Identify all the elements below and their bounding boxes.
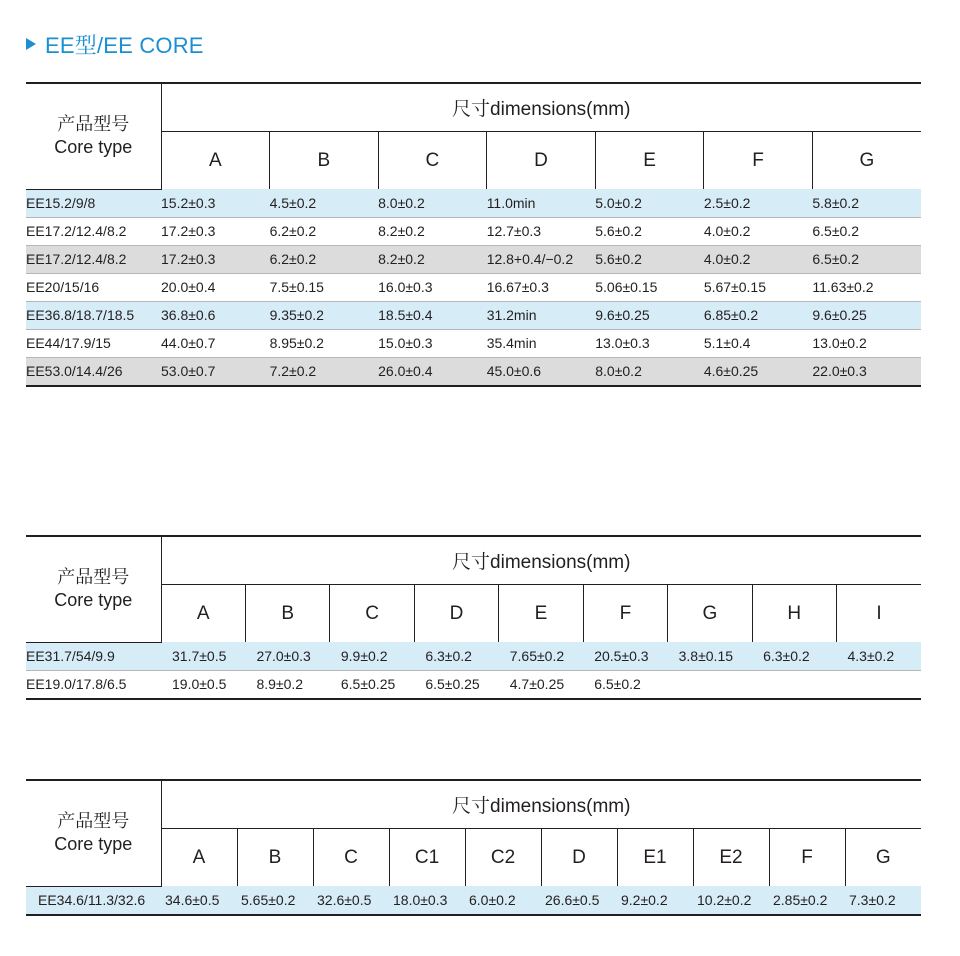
column-header-g: G: [845, 829, 921, 887]
dimension-cell: 53.0±0.7: [161, 357, 270, 386]
dimension-cell: 3.8±0.15: [668, 642, 752, 670]
dimension-cell: 6.3±0.2: [414, 642, 498, 670]
column-header-h: H: [752, 585, 836, 643]
column-header-c: C: [313, 829, 389, 887]
column-header-c1: C1: [389, 829, 465, 887]
core-model-cell: EE31.7/54/9.9: [26, 642, 161, 670]
dimension-cell: 6.2±0.2: [270, 245, 379, 273]
table-row: [26, 329, 921, 357]
dimension-cell: 8.2±0.2: [378, 217, 487, 245]
table-row: [26, 273, 921, 301]
dimension-cell: 26.0±0.4: [378, 357, 487, 386]
core-type-en: Core type: [54, 834, 133, 855]
column-header-e: E: [595, 132, 704, 190]
table-row: [26, 217, 921, 245]
column-header-g: G: [668, 585, 752, 643]
dimension-cell: 6.3±0.2: [752, 642, 836, 670]
dimension-cell: 8.95±0.2: [270, 329, 379, 357]
core-type-cn: 产品型号: [57, 567, 130, 588]
column-header-f: F: [769, 829, 845, 887]
dimension-cell: 45.0±0.6: [487, 357, 596, 386]
dimension-cell: 11.0min: [487, 189, 596, 217]
dimension-cell: 2.5±0.2: [704, 189, 813, 217]
core-model-cell: EE44/17.9/15: [26, 329, 161, 357]
dimension-cell: 4.0±0.2: [704, 217, 813, 245]
dimension-cell: 4.5±0.2: [270, 189, 379, 217]
dimension-cell: 32.6±0.5: [313, 886, 389, 915]
dimension-cell: 8.0±0.2: [378, 189, 487, 217]
core-type-cn: 产品型号: [57, 114, 130, 135]
column-header-f: F: [583, 585, 667, 643]
dimension-cell: 5.8±0.2: [812, 189, 921, 217]
dimension-cell: 17.2±0.3: [161, 245, 270, 273]
dimension-cell: 4.3±0.2: [837, 642, 922, 670]
dimension-cell: 5.6±0.2: [595, 217, 704, 245]
core-model-cell: EE20/15/16: [26, 273, 161, 301]
column-header-a: A: [208, 149, 222, 171]
dimension-cell: 6.5±0.2: [812, 217, 921, 245]
column-header-d: D: [414, 585, 498, 643]
dimension-cell: 15.2±0.3: [161, 189, 270, 217]
dimension-cell: 27.0±0.3: [245, 642, 329, 670]
column-header-b: B: [237, 829, 313, 887]
dimension-cell: 6.5±0.2: [812, 245, 921, 273]
dimension-cell: 44.0±0.7: [161, 329, 270, 357]
column-header-b: B: [245, 585, 329, 643]
triangle-bullet-icon: [26, 38, 36, 50]
spec-table-3: [26, 779, 921, 916]
dimension-cell: 31.7±0.5: [161, 642, 245, 670]
column-header-b: B: [270, 132, 379, 190]
core-model-cell: EE53.0/14.4/26: [26, 357, 161, 386]
dimension-cell: 6.5±0.25: [414, 670, 498, 699]
table-row: [26, 189, 921, 217]
dimension-cell: 18.0±0.3: [389, 886, 465, 915]
core-model-cell: EE19.0/17.8/6.5: [26, 670, 161, 699]
dimension-cell: 6.85±0.2: [704, 301, 813, 329]
table-row: [26, 357, 921, 386]
dimension-cell: 2.85±0.2: [769, 886, 845, 915]
core-type-en: Core type: [54, 137, 133, 158]
column-header-g: G: [812, 132, 921, 190]
core-model-cell: EE36.8/18.7/18.5: [26, 301, 161, 329]
table-row: [26, 642, 921, 670]
dimension-cell: 19.0±0.5: [161, 670, 245, 699]
dimension-cell: 15.0±0.3: [378, 329, 487, 357]
column-header-a: A: [192, 846, 206, 868]
dimension-cell: 22.0±0.3: [812, 357, 921, 386]
dimension-cell: [668, 670, 752, 699]
dimension-cell: 5.6±0.2: [595, 245, 704, 273]
column-header-c2: C2: [465, 829, 541, 887]
dimension-cell: 9.6±0.25: [812, 301, 921, 329]
dimension-cell: 9.9±0.2: [330, 642, 414, 670]
dimension-cell: 4.0±0.2: [704, 245, 813, 273]
table-row: [26, 301, 921, 329]
dimension-cell: 12.8+0.4/−0.2: [487, 245, 596, 273]
dimension-cell: 8.9±0.2: [245, 670, 329, 699]
dimension-cell: 5.1±0.4: [704, 329, 813, 357]
section-title-text: EE型/EE CORE: [45, 32, 204, 58]
column-header-d: D: [487, 132, 596, 190]
dimension-cell: 31.2min: [487, 301, 596, 329]
dimension-cell: 6.2±0.2: [270, 217, 379, 245]
core-type-header: [26, 536, 161, 642]
table-row: [26, 245, 921, 273]
core-type-header: [26, 780, 161, 886]
core-model-cell: EE15.2/9/8: [26, 189, 161, 217]
dimension-cell: 5.65±0.2: [237, 886, 313, 915]
column-header-e1: E1: [617, 829, 693, 887]
dimension-cell: 9.35±0.2: [270, 301, 379, 329]
core-model-cell: EE17.2/12.4/8.2: [26, 217, 161, 245]
column-header-d: D: [541, 829, 617, 887]
dimension-cell: 9.6±0.25: [595, 301, 704, 329]
core-model-cell: EE34.6/11.3/32.6: [26, 886, 161, 915]
dimension-cell: 18.5±0.4: [378, 301, 487, 329]
dimension-cell: 6.5±0.25: [330, 670, 414, 699]
table-row: [26, 670, 921, 699]
dimension-cell: 5.06±0.15: [595, 273, 704, 301]
dimension-cell: 17.2±0.3: [161, 217, 270, 245]
dimension-cell: 4.7±0.25: [499, 670, 583, 699]
core-model-cell: EE17.2/12.4/8.2: [26, 245, 161, 273]
dimension-cell: 7.65±0.2: [499, 642, 583, 670]
dimension-cell: 16.67±0.3: [487, 273, 596, 301]
dimension-cell: 20.5±0.3: [583, 642, 667, 670]
column-header-c: C: [330, 585, 414, 643]
dimension-cell: 6.5±0.2: [583, 670, 667, 699]
column-header-f: F: [704, 132, 813, 190]
column-header-i: I: [837, 585, 922, 643]
dimension-cell: 11.63±0.2: [812, 273, 921, 301]
dimension-cell: 9.2±0.2: [617, 886, 693, 915]
dimension-cell: 12.7±0.3: [487, 217, 596, 245]
dimension-cell: 35.4min: [487, 329, 596, 357]
core-type-cn: 产品型号: [57, 811, 130, 832]
column-header-a: A: [196, 602, 210, 624]
dimension-cell: 7.3±0.2: [845, 886, 921, 915]
dimension-cell: 10.2±0.2: [693, 886, 769, 915]
dimensions-header: 尺寸dimensions(mm): [161, 780, 921, 829]
dimension-cell: [752, 670, 836, 699]
dimensions-header: 尺寸dimensions(mm): [161, 83, 921, 132]
dimensions-header: 尺寸dimensions(mm): [161, 536, 921, 585]
dimension-cell: 7.5±0.15: [270, 273, 379, 301]
core-type-en: Core type: [54, 590, 133, 611]
table-row: [26, 886, 921, 915]
dimension-cell: 13.0±0.3: [595, 329, 704, 357]
dimension-cell: 4.6±0.25: [704, 357, 813, 386]
dimension-cell: 7.2±0.2: [270, 357, 379, 386]
spec-table-2: [26, 535, 921, 700]
dimension-cell: 16.0±0.3: [378, 273, 487, 301]
dimension-cell: 26.6±0.5: [541, 886, 617, 915]
spec-table-1: [26, 82, 921, 387]
dimension-cell: 36.8±0.6: [161, 301, 270, 329]
column-header-c: C: [378, 132, 487, 190]
dimension-cell: 13.0±0.2: [812, 329, 921, 357]
core-type-header: [26, 83, 161, 189]
dimension-cell: 20.0±0.4: [161, 273, 270, 301]
dimension-cell: 8.2±0.2: [378, 245, 487, 273]
dimension-cell: 8.0±0.2: [595, 357, 704, 386]
dimension-cell: 34.6±0.5: [161, 886, 237, 915]
dimension-cell: [837, 670, 922, 699]
section-title: [26, 30, 204, 58]
dimension-cell: 5.0±0.2: [595, 189, 704, 217]
column-header-e2: E2: [693, 829, 769, 887]
dimension-cell: 6.0±0.2: [465, 886, 541, 915]
dimension-cell: 5.67±0.15: [704, 273, 813, 301]
column-header-e: E: [499, 585, 583, 643]
